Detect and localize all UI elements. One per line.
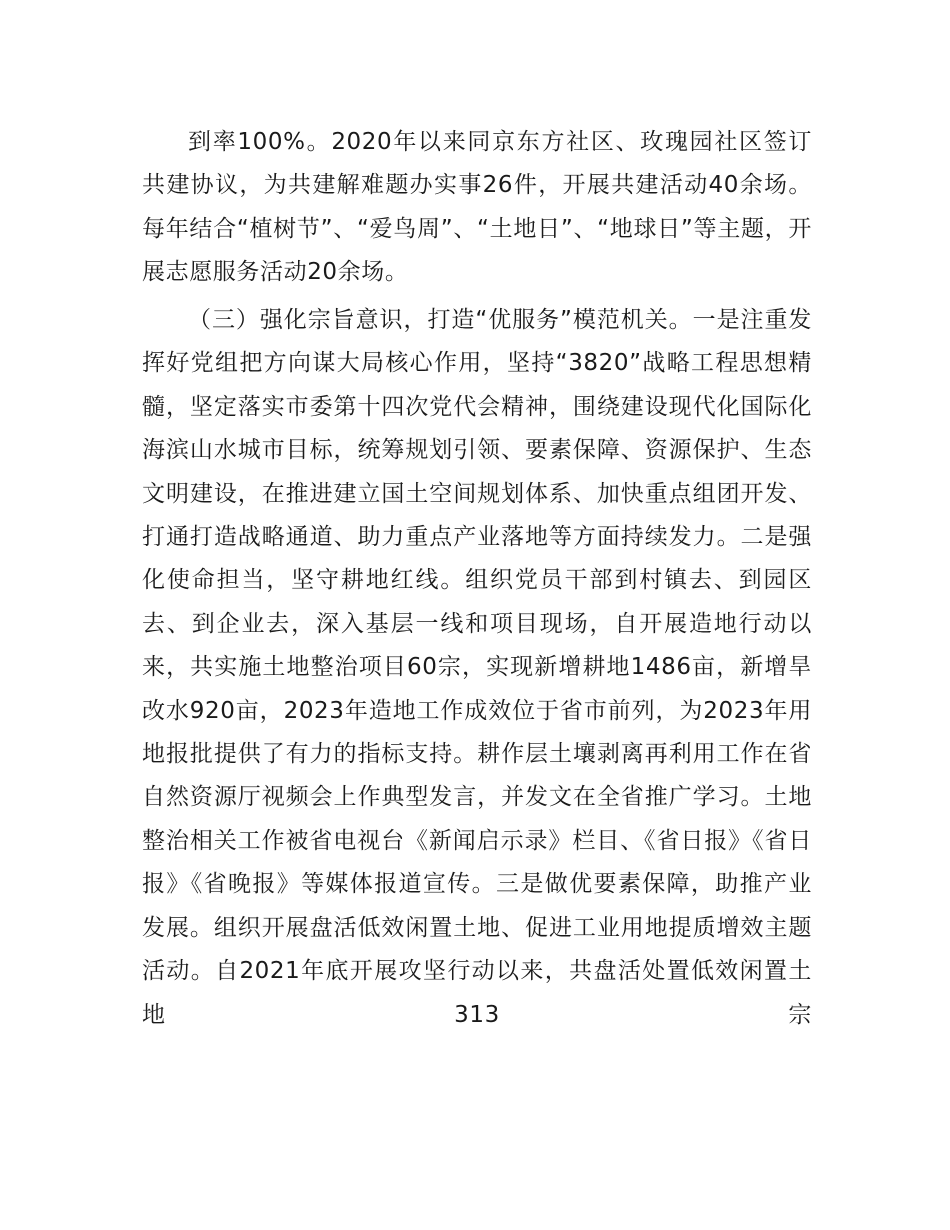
paragraph-community-cobuilding [142, 121, 812, 295]
paragraph-text: （三）强化宗旨意识，打造“优服务”模范机关。一是注重发挥好党组把方向谋大局核心作用，坚持“3820”战略工程思想精髓，坚定落实市委第十四次党代会精神，围绕建设现代化国际化海滨山水城市目标，统筹规划引领、要素保障、资源保护、生态文明建设，在推进建立国土空间规划体系、加快重点组团开发、打通打造战略通道、助力重点产业落地等方面持续发力。二是强化使命担当，坚守耕地红线。组织党员干部到村镇去、到园区去、到企业去，深入基层一线和项目现场，自开展造地行动以来，共实施土地整治项目60宗，实现新增耕地1486亩，新增旱改水920亩，2023年造地工作成效位于省市前列，为2023年用地报批提供了有力的指标支持。耕作层土壤剥离再利用工作在省自然资源厅视频会上作典型发言，并发文在全省推广学习。土地整治相关工作被省电视台《新闻启示录》栏目、《省日报》《省日报》《省晚报》等媒体报道宣传。三是做优要素保障，助推产业发展。组织开展盘活低效闲置土地、促进工业用地提质增效主题活动。自2021年底开展攻坚行动以来，共盘活处置低效闲置土地313宗 [142, 307, 812, 1028]
paragraph-service-model-organ [142, 299, 812, 1037]
paragraph-text: 到率100%。2020年以来同京东方社区、玫瑰园社区签订共建协议，为共建解难题办实事26件，开展共建活动40余场。每年结合“植树节”、“爱鸟周”、“土地日”、“地球日”等主题，开展志愿服务活动20余场。 [142, 129, 812, 286]
